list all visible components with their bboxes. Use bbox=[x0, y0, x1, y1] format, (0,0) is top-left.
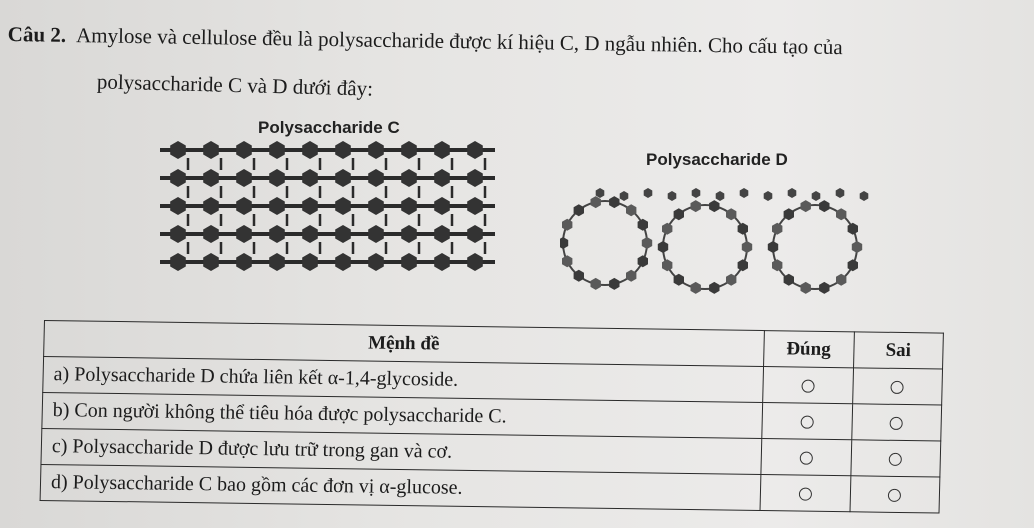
question-text bbox=[7, 20, 1018, 101]
header-false: Sai bbox=[853, 332, 943, 369]
glucose-unit-icon bbox=[691, 282, 701, 294]
glucose-unit-icon bbox=[768, 241, 778, 253]
glucose-unit-icon bbox=[368, 197, 384, 215]
glucose-unit-icon bbox=[203, 141, 219, 159]
glucose-unit-icon bbox=[434, 141, 450, 159]
glucose-unit-icon bbox=[236, 253, 252, 271]
radio-true-a[interactable] bbox=[801, 379, 814, 392]
glucose-unit-icon bbox=[738, 259, 748, 271]
glucose-unit-icon bbox=[434, 225, 450, 243]
glucose-unit-icon bbox=[836, 188, 845, 198]
glucose-unit-icon bbox=[269, 197, 285, 215]
glucose-unit-icon bbox=[302, 197, 318, 215]
glucose-unit-icon bbox=[709, 200, 719, 212]
glucose-unit-icon bbox=[170, 253, 186, 271]
glucose-unit-icon bbox=[691, 200, 701, 212]
glucose-unit-icon bbox=[203, 253, 219, 271]
glucose-unit-icon bbox=[467, 141, 483, 159]
header-true: Đúng bbox=[763, 331, 854, 368]
glucose-unit-icon bbox=[368, 169, 384, 187]
radio-true-b[interactable] bbox=[800, 415, 813, 428]
glucose-unit-icon bbox=[302, 253, 318, 271]
glucose-unit-icon bbox=[716, 191, 725, 201]
glucose-unit-icon bbox=[801, 200, 811, 212]
glucose-unit-icon bbox=[401, 169, 417, 187]
glucose-unit-icon bbox=[662, 259, 672, 271]
glucose-unit-icon bbox=[302, 225, 318, 243]
glucose-unit-icon bbox=[335, 141, 351, 159]
radio-false-a[interactable] bbox=[891, 381, 904, 394]
glucose-unit-icon bbox=[203, 225, 219, 243]
glucose-unit-icon bbox=[170, 141, 186, 159]
glucose-unit-icon bbox=[642, 237, 652, 249]
glucose-unit-icon bbox=[638, 255, 648, 267]
glucose-unit-icon bbox=[236, 225, 252, 243]
glucose-unit-icon bbox=[401, 197, 417, 215]
glucose-unit-icon bbox=[401, 253, 417, 271]
glucose-unit-icon bbox=[562, 219, 572, 231]
glucose-unit-icon bbox=[434, 253, 450, 271]
figure-d-label: Polysaccharide D bbox=[646, 150, 788, 169]
glucose-unit-icon bbox=[709, 282, 719, 294]
statement-d: d) Polysaccharide C bao gồm các đơn vị α-glucose. bbox=[40, 464, 760, 510]
glucose-unit-icon bbox=[668, 191, 677, 201]
glucose-unit-icon bbox=[203, 169, 219, 187]
glucose-unit-icon bbox=[819, 200, 829, 212]
glucose-unit-icon bbox=[203, 197, 219, 215]
glucose-unit-icon bbox=[335, 253, 351, 271]
glucose-unit-icon bbox=[772, 223, 782, 235]
glucose-unit-icon bbox=[467, 253, 483, 271]
glucose-unit-icon bbox=[644, 188, 653, 198]
glucose-unit-icon bbox=[467, 225, 483, 243]
glucose-unit-icon bbox=[609, 196, 619, 208]
glucose-unit-icon bbox=[596, 188, 605, 198]
glucose-unit-icon bbox=[848, 223, 858, 235]
glucose-unit-icon bbox=[738, 223, 748, 235]
statement-a: a) Polysaccharide D chứa liên kết α-1,4-glycoside. bbox=[43, 356, 763, 402]
glucose-unit-icon bbox=[742, 241, 752, 253]
glucose-unit-icon bbox=[788, 188, 797, 198]
glucose-unit-icon bbox=[819, 282, 829, 294]
glucose-unit-icon bbox=[170, 169, 186, 187]
glucose-unit-icon bbox=[638, 219, 648, 231]
radio-false-b[interactable] bbox=[890, 417, 903, 430]
glucose-unit-icon bbox=[335, 225, 351, 243]
glucose-unit-icon bbox=[812, 191, 821, 201]
glucose-unit-icon bbox=[801, 282, 811, 294]
glucose-unit-icon bbox=[662, 223, 672, 235]
glucose-unit-icon bbox=[848, 259, 858, 271]
glucose-unit-icon bbox=[658, 241, 668, 253]
radio-false-c[interactable] bbox=[889, 453, 902, 466]
glucose-unit-icon bbox=[434, 169, 450, 187]
polysaccharide-d-diagram bbox=[560, 175, 880, 305]
radio-true-c[interactable] bbox=[799, 451, 812, 464]
glucose-unit-icon bbox=[591, 196, 601, 208]
question-number: Câu 2. bbox=[7, 21, 67, 47]
glucose-unit-icon bbox=[609, 278, 619, 290]
glucose-unit-icon bbox=[591, 278, 601, 290]
glucose-unit-icon bbox=[269, 141, 285, 159]
glucose-unit-icon bbox=[302, 141, 318, 159]
glucose-unit-icon bbox=[236, 169, 252, 187]
glucose-unit-icon bbox=[302, 169, 318, 187]
glucose-unit-icon bbox=[335, 197, 351, 215]
glucose-unit-icon bbox=[236, 141, 252, 159]
glucose-unit-icon bbox=[401, 225, 417, 243]
glucose-unit-icon bbox=[764, 191, 773, 201]
radio-false-d[interactable] bbox=[888, 489, 901, 502]
radio-true-d[interactable] bbox=[798, 487, 811, 500]
header-statement: Mệnh đề bbox=[44, 321, 764, 367]
glucose-unit-icon bbox=[560, 237, 568, 249]
glucose-unit-icon bbox=[434, 197, 450, 215]
glucose-unit-icon bbox=[401, 141, 417, 159]
statement-c: c) Polysaccharide D được lưu trữ trong gan và cơ. bbox=[41, 428, 761, 474]
polysaccharide-c-diagram bbox=[160, 140, 500, 280]
glucose-unit-icon bbox=[335, 169, 351, 187]
glucose-unit-icon bbox=[170, 225, 186, 243]
glucose-unit-icon bbox=[269, 225, 285, 243]
question-text-line2: polysaccharide C và D dưới đây: bbox=[96, 69, 374, 101]
glucose-unit-icon bbox=[740, 188, 749, 198]
glucose-unit-icon bbox=[860, 191, 869, 201]
glucose-unit-icon bbox=[170, 197, 186, 215]
glucose-unit-icon bbox=[269, 253, 285, 271]
glucose-unit-icon bbox=[368, 253, 384, 271]
glucose-unit-icon bbox=[852, 241, 862, 253]
glucose-unit-icon bbox=[467, 169, 483, 187]
glucose-unit-icon bbox=[692, 188, 701, 198]
glucose-unit-icon bbox=[269, 169, 285, 187]
glucose-unit-icon bbox=[368, 141, 384, 159]
glucose-unit-icon bbox=[620, 191, 629, 201]
figure-c-label: Polysaccharide C bbox=[258, 118, 400, 137]
glucose-unit-icon bbox=[562, 255, 572, 267]
glucose-unit-icon bbox=[368, 225, 384, 243]
glucose-unit-icon bbox=[772, 259, 782, 271]
question-text-line1: Amylose và cellulose đều là polysaccharide được kí hiệu C, D ngẫu nhiên. Cho cấu tạo của bbox=[75, 23, 843, 60]
statement-b: b) Con người không thể tiêu hóa được polysaccharide C. bbox=[42, 392, 762, 438]
statement-table bbox=[40, 320, 944, 514]
glucose-unit-icon bbox=[236, 197, 252, 215]
glucose-unit-icon bbox=[467, 197, 483, 215]
